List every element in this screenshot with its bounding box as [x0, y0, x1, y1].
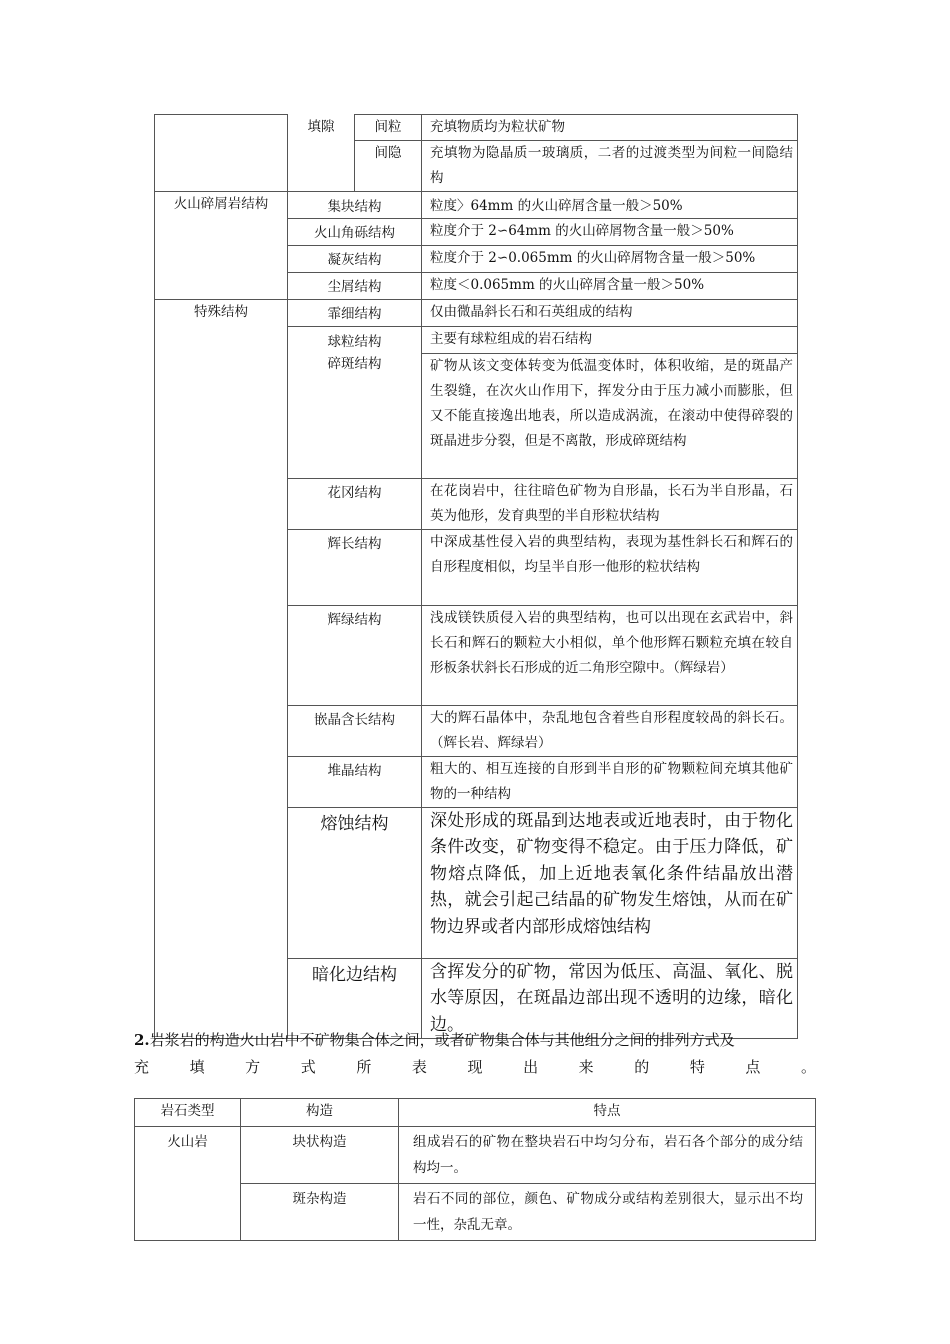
texture-desc: 粒度介于 2∽0.065mm 的火山碎屑物含量一般＞50% — [422, 246, 798, 273]
group-cell-empty — [155, 115, 288, 192]
texture-name: 熔蚀结构 — [288, 807, 422, 958]
texture-desc: 含挥发分的矿物，常因为低压、高温、氧化、脱水等原因，在斑晶边部出现不透明的边缘，暗化边。 — [422, 958, 798, 1039]
table-row — [155, 300, 798, 327]
texture-name: 火山角砾结构 — [288, 219, 422, 246]
structure-name: 斑杂构造 — [241, 1184, 399, 1241]
texture-desc: 矿物从该文变体转变为低温变体时，体积收缩，是的斑晶产生裂缝，在次火山作用下，挥发分由于压力减小而膨胀，但又不能直接逸出地表，所以造成涡流，在滚动中使得碎裂的斑晶进步分裂，但是不离散，形成碎斑结构 — [422, 353, 798, 478]
table-row — [155, 115, 798, 141]
texture-desc: 充填物为隐晶质一玻璃质，二者的过渡类型为间粒一间隐结构 — [422, 141, 798, 192]
header-rock-type: 岩石类型 — [135, 1099, 241, 1127]
texture-name: 暗化边结构 — [288, 958, 422, 1039]
paragraph-text-1: 岩浆岩的构造火山岩中不矿物集合体之间，或者矿物集合体与其他组分之间的排列方式及 — [149, 1031, 735, 1049]
texture-name: 堆晶结构 — [288, 756, 422, 807]
table-row — [135, 1127, 816, 1184]
texture-desc: 充填物质均为粒状矿物 — [422, 115, 798, 141]
texture-desc: 主要有球粒组成的岩石结构 — [422, 327, 798, 354]
rock-structure-table — [134, 1098, 816, 1241]
header-structure: 构造 — [241, 1099, 399, 1127]
structure-desc: 岩石不同的部位，颜色、矿物成分或结构差别很大，显示出不均一性，杂乱无章。 — [399, 1184, 816, 1241]
texture-name: 球粒结构 — [288, 327, 422, 354]
subgroup-label: 填隙 — [288, 115, 355, 192]
texture-desc: 深处形成的斑晶到达地表或近地表时，由于物化条件改变，矿物变得不稳定。由于压力降低，矿物熔点降低，加上近地表氧化条件结晶放出潜热，就会引起己结晶的矿物发生熔蚀，从而在矿物边界或者内部形成熔蚀结构 — [422, 807, 798, 958]
texture-name: 尘屑结构 — [288, 273, 422, 300]
texture-desc: 粒度〉64mm 的火山碎屑含量一般＞50% — [422, 192, 798, 219]
table-header-row — [135, 1099, 816, 1127]
table-row — [155, 192, 798, 219]
texture-desc: 粒度＜0.065mm 的火山碎屑含量一般＞50% — [422, 273, 798, 300]
texture-name: 间隐 — [355, 141, 422, 192]
rock-type-cell: 火山岩 — [135, 1127, 241, 1241]
texture-desc: 浅成镁铁质侵入岩的典型结构，也可以出现在玄武岩中，斜长石和辉石的颗粒大小相似，单个他形辉石颗粒充填在较自形板条状斜长石形成的近二角形空隙中。（辉绿岩） — [422, 605, 798, 705]
header-feature: 特点 — [399, 1099, 816, 1127]
texture-name: 间粒 — [355, 115, 422, 141]
section-number: 2. — [134, 1031, 150, 1049]
texture-desc: 粒度介于 2∽64mm 的火山碎屑物含量一般＞50% — [422, 219, 798, 246]
texture-desc: 粗大的、相互连接的自形到半自形的矿物颗粒间充填其他矿物的一种结构 — [422, 756, 798, 807]
texture-desc: 在花岗岩中，往往暗色矿物为自形晶，长石为半自形晶，石英为他形，发育典型的半自形粒状结构 — [422, 478, 798, 529]
texture-name: 花冈结构 — [288, 478, 422, 529]
group-label: 火山碎屑岩结构 — [155, 192, 288, 300]
section-paragraph — [134, 1027, 816, 1081]
texture-desc: 大的辉石晶体中，杂乱地包含着些自形程度较咼的斜长石。（辉长岩、辉绿岩） — [422, 705, 798, 756]
group-label: 特殊结构 — [155, 300, 288, 1039]
texture-name: 集块结构 — [288, 192, 422, 219]
texture-name: 凝灰结构 — [288, 246, 422, 273]
paragraph-line-1 — [134, 1027, 816, 1054]
rock-texture-table — [154, 114, 798, 1039]
texture-desc: 中深成基性侵入岩的典型结构，表现为基性斜长石和辉石的自形程度相似，均呈半自形一他形的粒状结构 — [422, 529, 798, 605]
texture-name: 霏细结构 — [288, 300, 422, 327]
texture-name: 碎斑结构 — [288, 353, 422, 478]
structure-name: 块状构造 — [241, 1127, 399, 1184]
texture-name: 辉绿结构 — [288, 605, 422, 705]
texture-name: 嵌晶含长结构 — [288, 705, 422, 756]
paragraph-line-2: 充 填 方 式 所 表 现 出 来 的 特 点 。 — [134, 1058, 816, 1076]
texture-name: 辉长结构 — [288, 529, 422, 605]
texture-desc: 仅由微晶斜长石和石英组成的结构 — [422, 300, 798, 327]
structure-desc: 组成岩石的矿物在整块岩石中均匀分布，岩石各个部分的成分结构均一。 — [399, 1127, 816, 1184]
